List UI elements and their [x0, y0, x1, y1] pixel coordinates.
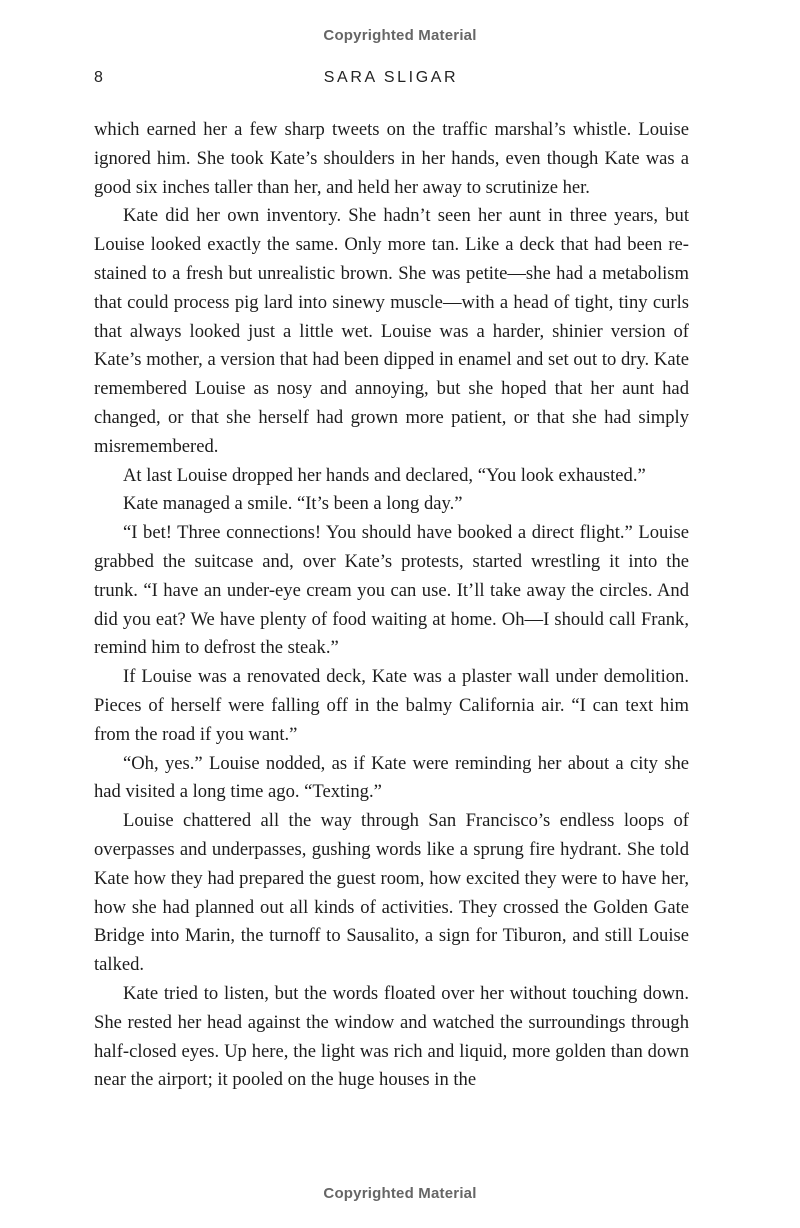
paragraph: Louise chattered all the way through San Francisco’s endless loops of overpasses and underpasses, gushing words like a sprung fire hydrant. She told Kate how they had prepared the guest room, how excited they were to have her, how she had planned out all kinds of activities. They crossed the Golden Gate Bridge into Marin, the turnoff to Sausalito, a sign for Tiburon, and still Louise talked. — [94, 810, 689, 976]
running-head-author: SARA SLIGAR — [323, 69, 459, 86]
paragraph: At last Louise dropped her hands and declared, “You look exhausted.” — [123, 464, 646, 486]
paragraph: which earned her a few sharp tweets on the traffic marshal’s whistle. Louise ignored him. She took Kate’s shoulders in her hands, even though Kate was a good six inches taller than her, and held her away to scrutinize her. — [94, 119, 689, 198]
paragraph: Kate managed a smile. “It’s been a long day.” — [123, 493, 463, 515]
paragraph: Kate tried to listen, but the words floated over her without touching down. She rested her head against the window and watched the surroundings through half-closed eyes. Up here, the light was rich and liquid, more golden than down near the airport; it pooled on the huge houses in the — [94, 982, 689, 1091]
copyright-watermark-bottom: Copyrighted Material — [323, 1185, 477, 1202]
body-text — [94, 116, 689, 1095]
running-head — [94, 69, 688, 91]
page-number: 8 — [94, 69, 103, 86]
paragraph: If Louise was a renovated deck, Kate was a plaster wall under demolition. Pieces of herself were falling off in the balmy California air. “I can text him from the road if you want.” — [94, 666, 689, 745]
paragraph: “I bet! Three connections! You should have booked a direct flight.” Louise grabbed the suitcase and, over Kate’s protests, started wrestling it into the trunk. “I have an under-eye cream you can use. It’ll take away the circles. And did you eat? We have plenty of food waiting at home. Oh—I should call Frank, remind him to defrost the steak.” — [94, 522, 689, 659]
paragraph: Kate did her own inventory. She hadn’t seen her aunt in three years, but Louise looked exactly the same. Only more tan. Like a deck that had been re-stained to a fresh but unrealistic brown. She was petite—she had a metabolism that could process pig lard into sinewy muscle—with a head of tight, tiny curls that always looked just a little wet. Louise was a harder, shinier version of Kate’s mother, a version that had been dipped in enamel and set out to dry. Kate remembered Louise as nosy and annoying, but she hoped that her aunt had changed, or that she herself had grown more patient, or that she had simply misremembered. — [94, 205, 689, 457]
paragraph: “Oh, yes.” Louise nodded, as if Kate were reminding her about a city she had visited a long time ago. “Texting.” — [94, 752, 689, 803]
copyright-watermark-top: Copyrighted Material — [323, 27, 477, 44]
